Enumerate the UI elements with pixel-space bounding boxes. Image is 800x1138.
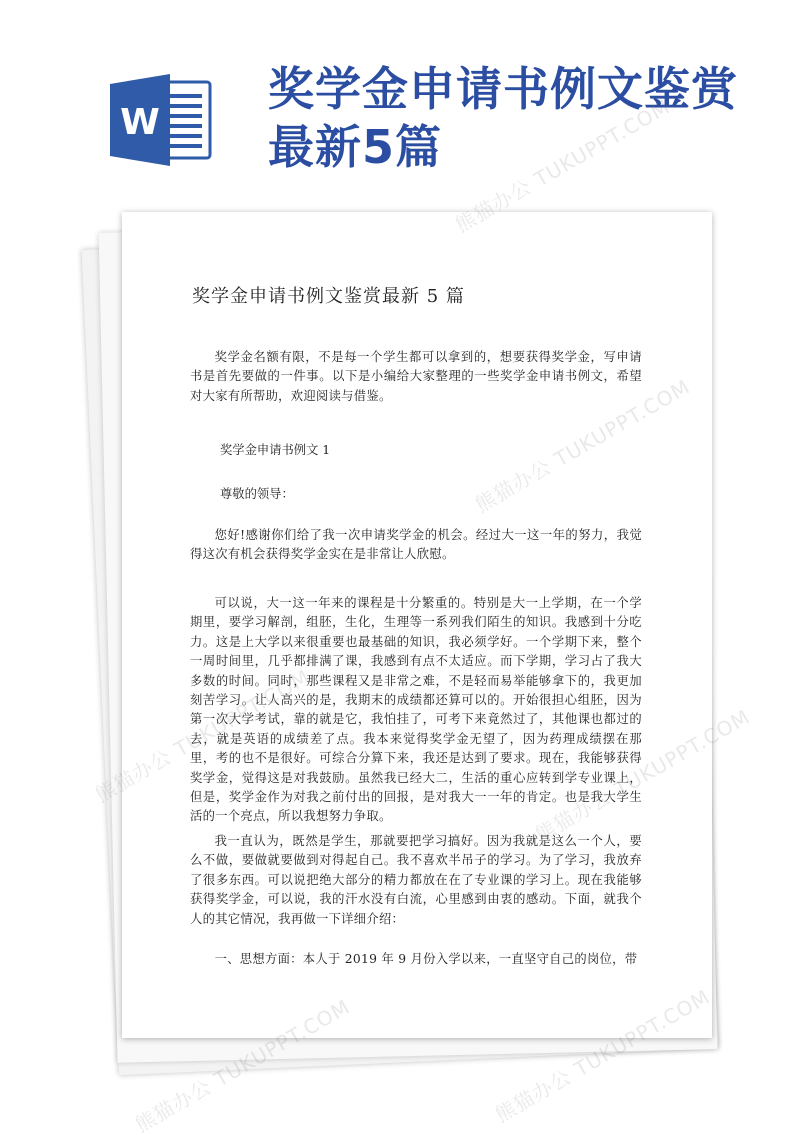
word-document-icon xyxy=(108,74,216,166)
section-heading: 奖学金申请书例文 1 xyxy=(220,443,331,457)
paragraph-3: 我一直认为，既然是学生，那就要把学习搞好。因为我就是这么一个人，要么不做，要做就要做到对得起自己。我不喜欢半吊子的学习。为了学习，我放弃了很多东西。可以说把绝大部分的精力都放在在了专业课的学习上。现在我能够获得奖学金，可以说，我的汗水没有白流，心里感到由衷的感动。下面，就我个人的其它情况，我再做一下详细介绍： xyxy=(190,834,642,926)
paragraph-1: 您好!感谢你们给了我一次申请奖学金的机会。经过大一这一年的努力，我觉得这次有机会获得奖学金实在是非常让人欣慰。 xyxy=(190,528,642,562)
salutation: 尊敬的领导： xyxy=(220,487,294,501)
paragraph-4: 一、思想方面：本人于 2019 年 9 月份入学以来，一直坚守自己的岗位，带 xyxy=(214,952,638,966)
watermark: 熊猫办公 TUKUPPT.COM xyxy=(451,94,675,238)
word-logo-letter: W xyxy=(120,102,160,143)
document-title: 奖学金申请书例文鉴赏最新 5 篇 xyxy=(192,286,465,307)
watermark: 熊猫办公 TUKUPPT.COM xyxy=(491,984,715,1128)
document-page xyxy=(122,212,712,1038)
paragraph-2: 可以说，大一这一年来的课程是十分繁重的。特别是大一上学期，在一个学期里，要学习解剖，组胚，生化，生理等一系列我们陌生的知识。我感到十分吃力。这是上大学以来很重要也最基础的知识，我必须学好。一个学期下来，整个一周时间里，几乎都排满了课，我感到有点不太适应。而下学期，学习占了我大多数的时间。同时，那些课程又是非常之难，不是轻而易举能够拿下的，我更加刻苦学习。让人高兴的是，我期末的成绩都还算可以的。开始很担心组胚，因为第一次大学考试，靠的就是它，我怕挂了，可考下来竟然过了，其他课也都过的去，就是英语的成绩差了点。我本来觉得奖学金无望了，因为药理成绩摆在那里，考的也不是很好。可综合分算下来，我还是达到了要求。现在，我能够获得奖学金，觉得这是对我鼓励。虽然我已经大二，生活的重心应转到学专业课上，但是，奖学金作为对我之前付出的回报，是对我大一一年的肯定。也是我大学生活的一个亮点，所以我想努力争取。 xyxy=(190,596,642,824)
banner-title: 奖学金申请书例文鉴赏最新5篇 xyxy=(268,62,738,174)
banner xyxy=(0,0,800,200)
intro-paragraph: 奖学金名额有限，不是每一个学生都可以拿到的，想要获得奖学金，写申请书是首先要做的一件事。以下是小编给大家整理的一些奖学金申请书例文，希望对大家有所帮助，欢迎阅读与借鉴。 xyxy=(190,350,642,403)
